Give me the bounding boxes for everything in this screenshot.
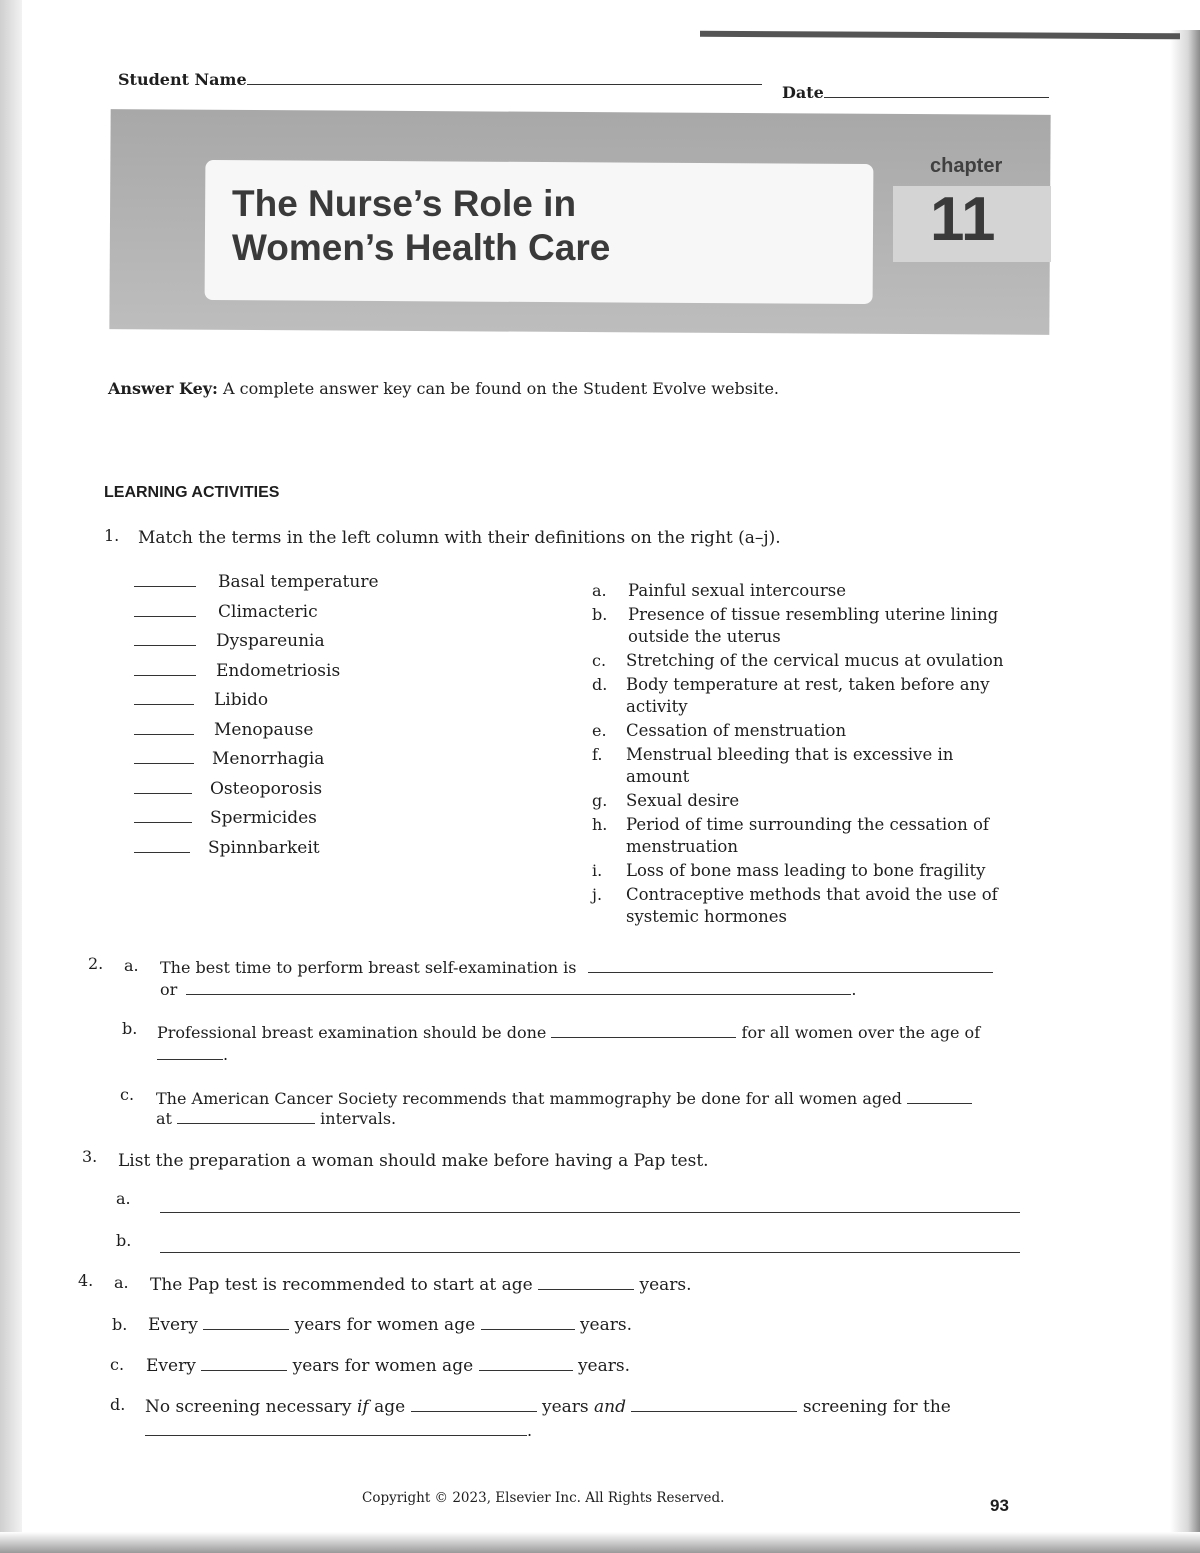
term-label: Osteoporosis [210, 778, 323, 799]
q4d-line1 [145, 1396, 1005, 1418]
term-row [134, 690, 394, 720]
answer-blank[interactable] [134, 793, 192, 794]
definition-item: j. Contraceptive methods that avoid the use of systemic hormones [592, 885, 998, 926]
term-label: Spermicides [210, 808, 317, 828]
answer-blank[interactable] [134, 852, 190, 853]
answer-blank[interactable] [157, 1058, 223, 1060]
term-row [134, 631, 394, 661]
q2c-text: The American Cancer Society recommends that mammography be done for all women aged [156, 1089, 902, 1108]
student-name-label: Student Name [118, 70, 247, 89]
q3-prompt: List the preparation a woman should make before having a Pap test. [118, 1151, 709, 1171]
scan-edge-right [1170, 30, 1200, 1553]
answer-blank[interactable] [186, 993, 851, 995]
term-row [134, 838, 394, 868]
answer-blank[interactable] [134, 734, 194, 735]
definition-item: i. Loss of bone mass leading to bone fragility [592, 861, 986, 880]
q2c-line1 [156, 1088, 1036, 1110]
q4c-every: Every [146, 1356, 196, 1376]
q4d-if: if [356, 1397, 369, 1417]
q4b-line [148, 1314, 632, 1336]
definition-item: h. Period of time surrounding the cessation of menstruation [592, 815, 990, 856]
answer-blank[interactable] [134, 704, 194, 705]
title-line-2: Women’s Health Care [232, 227, 611, 268]
q4-number: 4. [78, 1271, 94, 1290]
q1-number: 1. [104, 526, 120, 545]
date-field[interactable] [782, 83, 1049, 102]
q3a-letter: a. [116, 1189, 131, 1208]
answer-blank[interactable] [177, 1122, 315, 1124]
answer-blank[interactable] [588, 971, 993, 973]
q2a-line1 [160, 957, 993, 979]
term-label: Dyspareunia [216, 631, 325, 651]
q2-number: 2. [88, 954, 104, 973]
scan-edge-bottom [0, 1532, 1200, 1553]
answer-blank[interactable] [134, 822, 192, 823]
q4a-end: years. [639, 1275, 692, 1295]
q4d-line2: . [145, 1420, 532, 1442]
q3b-answer-line[interactable] [160, 1252, 1020, 1253]
q2b-text2: for all women over the age of [741, 1023, 981, 1042]
definition-item: b. Presence of tissue resembling uterine lining outside the uterus [592, 605, 999, 646]
answer-blank[interactable] [134, 763, 194, 764]
q4b-mid: years for women age [294, 1315, 476, 1335]
definition-item: a. Painful sexual intercourse [592, 581, 846, 600]
definition-item: d. Body temperature at rest, taken before any activity [592, 675, 990, 716]
answer-blank[interactable] [631, 1410, 797, 1412]
scan-edge-left [0, 0, 22, 1553]
answer-blank[interactable] [145, 1434, 527, 1436]
q4a-text: The Pap test is recommended to start at age [150, 1275, 533, 1295]
q2b-letter: b. [122, 1019, 138, 1038]
q2a-or: or [160, 980, 178, 999]
q1-terms [134, 572, 394, 867]
answer-blank[interactable] [203, 1328, 289, 1330]
answer-blank[interactable] [481, 1328, 575, 1330]
definition-item: f. Menstrual bleeding that is excessive in amount [592, 745, 954, 786]
scan-edge-top [700, 31, 1180, 40]
q2b-text: Professional breast examination should be done [157, 1023, 547, 1042]
section-heading: LEARNING ACTIVITIES [104, 484, 280, 501]
q2a-line2: or . [160, 980, 857, 999]
answer-key-label: Answer Key: [108, 379, 218, 398]
q1-definitions [592, 580, 1012, 930]
q2c-line2 [156, 1108, 396, 1130]
answer-blank[interactable] [134, 675, 196, 676]
q4a-line [150, 1274, 692, 1296]
term-row [134, 572, 394, 602]
q4c-end: years. [577, 1356, 631, 1376]
chapter-label: chapter [930, 155, 1003, 177]
q4b-end: years. [579, 1315, 633, 1335]
definition-item: g. Sexual desire [592, 791, 740, 810]
q4c-line [146, 1355, 630, 1377]
answer-blank[interactable] [551, 1036, 736, 1038]
answer-blank[interactable] [134, 586, 196, 587]
answer-blank[interactable] [201, 1369, 287, 1371]
q4d-text2: screening for the [802, 1397, 951, 1417]
q4a-letter: a. [114, 1273, 129, 1292]
date-label: Date [782, 83, 824, 102]
q2c-intervals: intervals. [320, 1109, 397, 1128]
answer-blank[interactable] [411, 1410, 537, 1412]
answer-blank[interactable] [134, 645, 196, 646]
q4d-letter: d. [110, 1395, 126, 1414]
answer-blank[interactable] [134, 616, 196, 617]
q2c-at: at [156, 1109, 172, 1128]
answer-key-note [108, 378, 779, 400]
q2a-text: The best time to perform breast self-examination is [160, 958, 577, 977]
answer-blank[interactable] [479, 1369, 573, 1371]
q2b-line1 [157, 1022, 1027, 1044]
answer-blank[interactable] [907, 1102, 972, 1104]
date-line[interactable] [824, 96, 1049, 98]
copyright-notice: Copyright © 2023, Elsevier Inc. All Rights Reserved. [362, 1490, 725, 1506]
term-label: Menopause [214, 719, 314, 740]
term-label: Basal temperature [218, 572, 379, 592]
term-row [134, 808, 394, 838]
definition-item: e. Cessation of menstruation [592, 721, 847, 740]
definition-item: c. Stretching of the cervical mucus at ovulation [592, 651, 1004, 670]
term-label: Menorrhagia [212, 749, 325, 769]
answer-key-text: A complete answer key can be found on the Student Evolve website. [217, 379, 779, 398]
q2a-letter: a. [124, 956, 139, 975]
q1-prompt: Match the terms in the left column with their definitions on the right (a–j). [138, 528, 781, 548]
q4b-letter: b. [112, 1315, 128, 1334]
answer-blank[interactable] [538, 1288, 634, 1290]
title-line-1: The Nurse’s Role in [232, 183, 577, 224]
q4c-letter: c. [110, 1355, 125, 1374]
student-name-line[interactable] [247, 83, 762, 85]
q2b-line2: . [157, 1044, 228, 1066]
page-number: 93 [990, 1496, 1009, 1515]
q4d-and: and [594, 1397, 627, 1417]
q4d-age: age [374, 1397, 406, 1417]
chapter-number: 11 [930, 185, 996, 254]
q4d-text1: No screening necessary [145, 1397, 352, 1417]
term-row [134, 661, 394, 691]
q3a-answer-line[interactable] [160, 1212, 1020, 1213]
term-row [134, 779, 394, 809]
term-label: Endometriosis [216, 660, 341, 681]
q3-number: 3. [82, 1147, 98, 1166]
term-row [134, 749, 394, 779]
term-row [134, 602, 394, 632]
term-label: Libido [214, 690, 269, 710]
term-label: Climacteric [218, 601, 318, 622]
q4c-mid: years for women age [292, 1356, 474, 1376]
q4d-years: years [541, 1397, 589, 1417]
term-label: Spinnbarkeit [208, 837, 320, 858]
term-row [134, 720, 394, 750]
student-name-field[interactable] [118, 70, 762, 89]
q2c-letter: c. [120, 1085, 135, 1104]
q4b-every: Every [148, 1315, 198, 1335]
q3b-letter: b. [116, 1231, 132, 1250]
